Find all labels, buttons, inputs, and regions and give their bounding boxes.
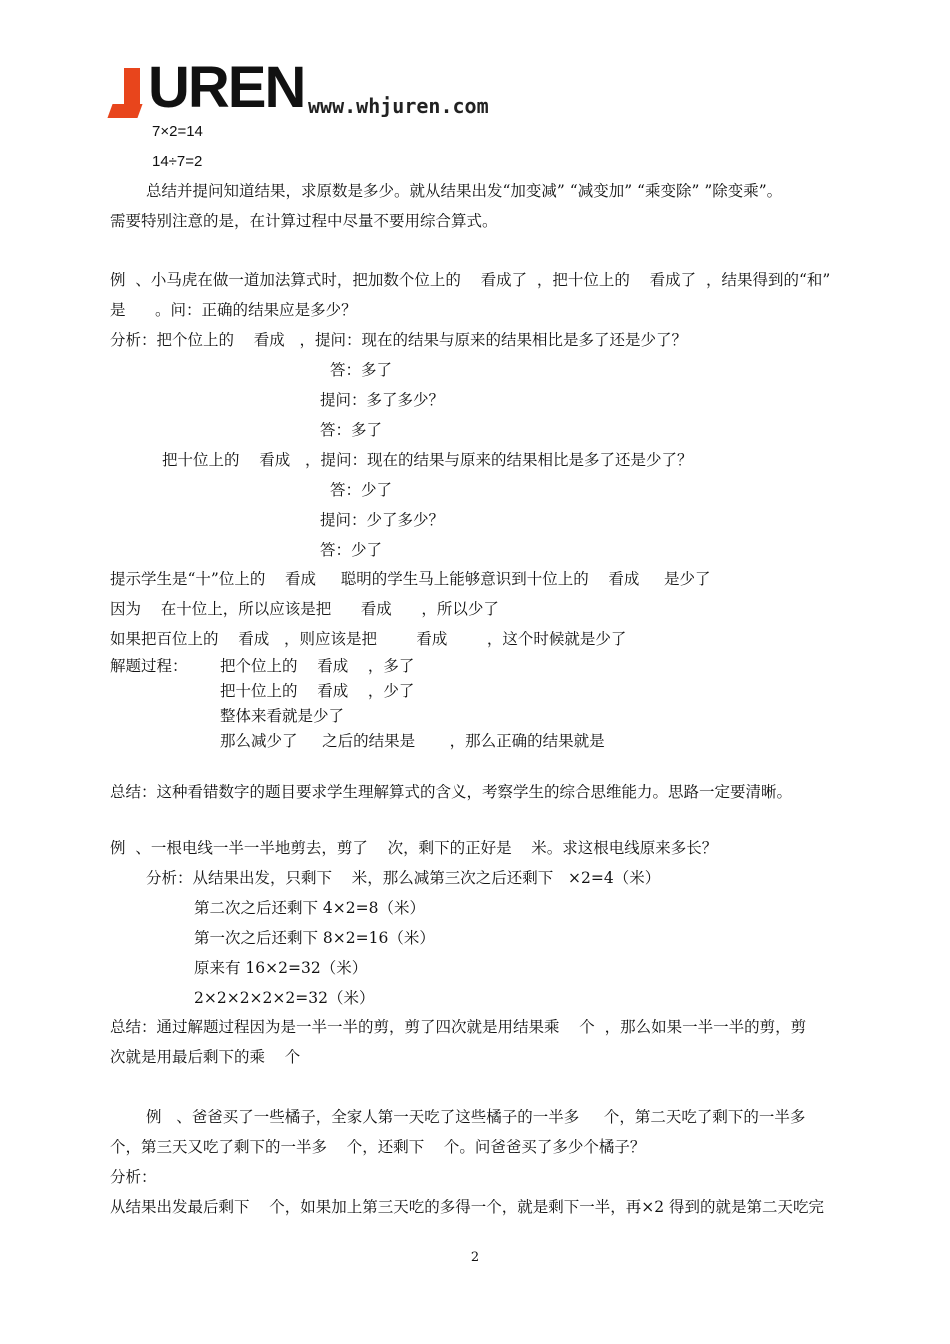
text-line: 从结果出发最后剩下 个，如果加上第三天吃的多得一个，就是剩下一半，再×2 得到的就是第二天吃完 [110,1198,824,1216]
text-line: 第一次之后还剩下 8×2=16（米） [194,929,435,947]
text-line: 解题过程： [110,657,188,675]
text-line: 总结：这种看错数字的题目要求学生理解算式的含义，考察学生的综合思维能力。思路一定要清晰。 [110,783,793,801]
text-line: 整体来看就是少了 [220,707,345,725]
text-line: 2×2×2×2×2=32（米） [194,989,375,1007]
text-line: 总结并提问知道结果，求原数是多少。就从结果出发“加变减” “减变加” “乘变除” ”除变乘”。 [146,182,783,200]
text-line: 如果把百位上的 看成 ，则应该是把 看成 ，这个时候就是少了 [110,630,627,648]
juren-logo [108,55,528,124]
page-number: 2 [470,1250,480,1265]
text-line: 第二次之后还剩下 4×2=8（米） [194,899,425,917]
text-line: 提问：多了多少？ [320,391,445,409]
logo-url: www.whjuren.com [308,94,489,118]
text-line: 分析：从结果出发，只剩下 米，那么减第三次之后还剩下 ×2=4（米） [146,869,661,887]
text-line: 答：少了 [320,541,383,559]
text-line: 个，第三天又吃了剩下的一半多 个，还剩下 个。问爸爸买了多少个橘子？ [110,1138,646,1156]
text-line: 是 。问：正确的结果应是多少？ [110,301,357,319]
logo-text: UREN [148,55,305,120]
text-line: 把十位上的 看成 ，提问：现在的结果与原来的结果相比是多了还是少了？ [162,451,693,469]
text-line: 因为 在十位上，所以应该是把 看成 ，所以少了 [110,600,499,618]
text-line: 总结：通过解题过程因为是一半一半的剪，剪了四次就是用结果乘 个 ，那么如果一半一半的剪，剪 [110,1018,807,1036]
text-line: 例 、爸爸买了一些橘子，全家人第一天吃了这些橘子的一半多 个，第二天吃了剩下的一半多 [146,1108,806,1126]
text-line: 14÷7=2 [152,153,203,170]
text-line: 答：多了 [330,361,393,379]
text-line: 答：多了 [320,421,383,439]
text-line: 把十位上的 看成 ，少了 [220,682,415,700]
text-line: 那么减少了 之后的结果是 ，那么正确的结果就是 [220,732,605,750]
text-line: 例 、一根电线一半一半地剪去，剪了 次，剩下的正好是 米。求这根电线原来多长？ [110,839,718,857]
text-line: 分析：把个位上的 看成 ，提问：现在的结果与原来的结果相比是多了还是少了？ [110,331,687,349]
logo-j-mark [108,68,150,120]
text-line: 7×2=14 [152,123,203,140]
text-line: 次就是用最后剩下的乘 个 [110,1048,301,1066]
text-line: 分析： [110,1168,157,1186]
text-line: 例 、小马虎在做一道加法算式时，把加数个位上的 看成了 ，把十位上的 看成了 ，结果得到的“和” [110,271,831,289]
text-line: 答：少了 [330,481,393,499]
text-line: 提问：少了多少？ [320,511,445,529]
text-line: 提示学生是“十”位上的 看成 聪明的学生马上能够意识到十位上的 看成 是少了 [110,570,711,588]
text-line: 需要特别注意的是，在计算过程中尽量不要用综合算式。 [110,212,498,230]
text-line: 把个位上的 看成 ，多了 [220,657,415,675]
text-line: 原来有 16×2=32（米） [194,959,368,977]
